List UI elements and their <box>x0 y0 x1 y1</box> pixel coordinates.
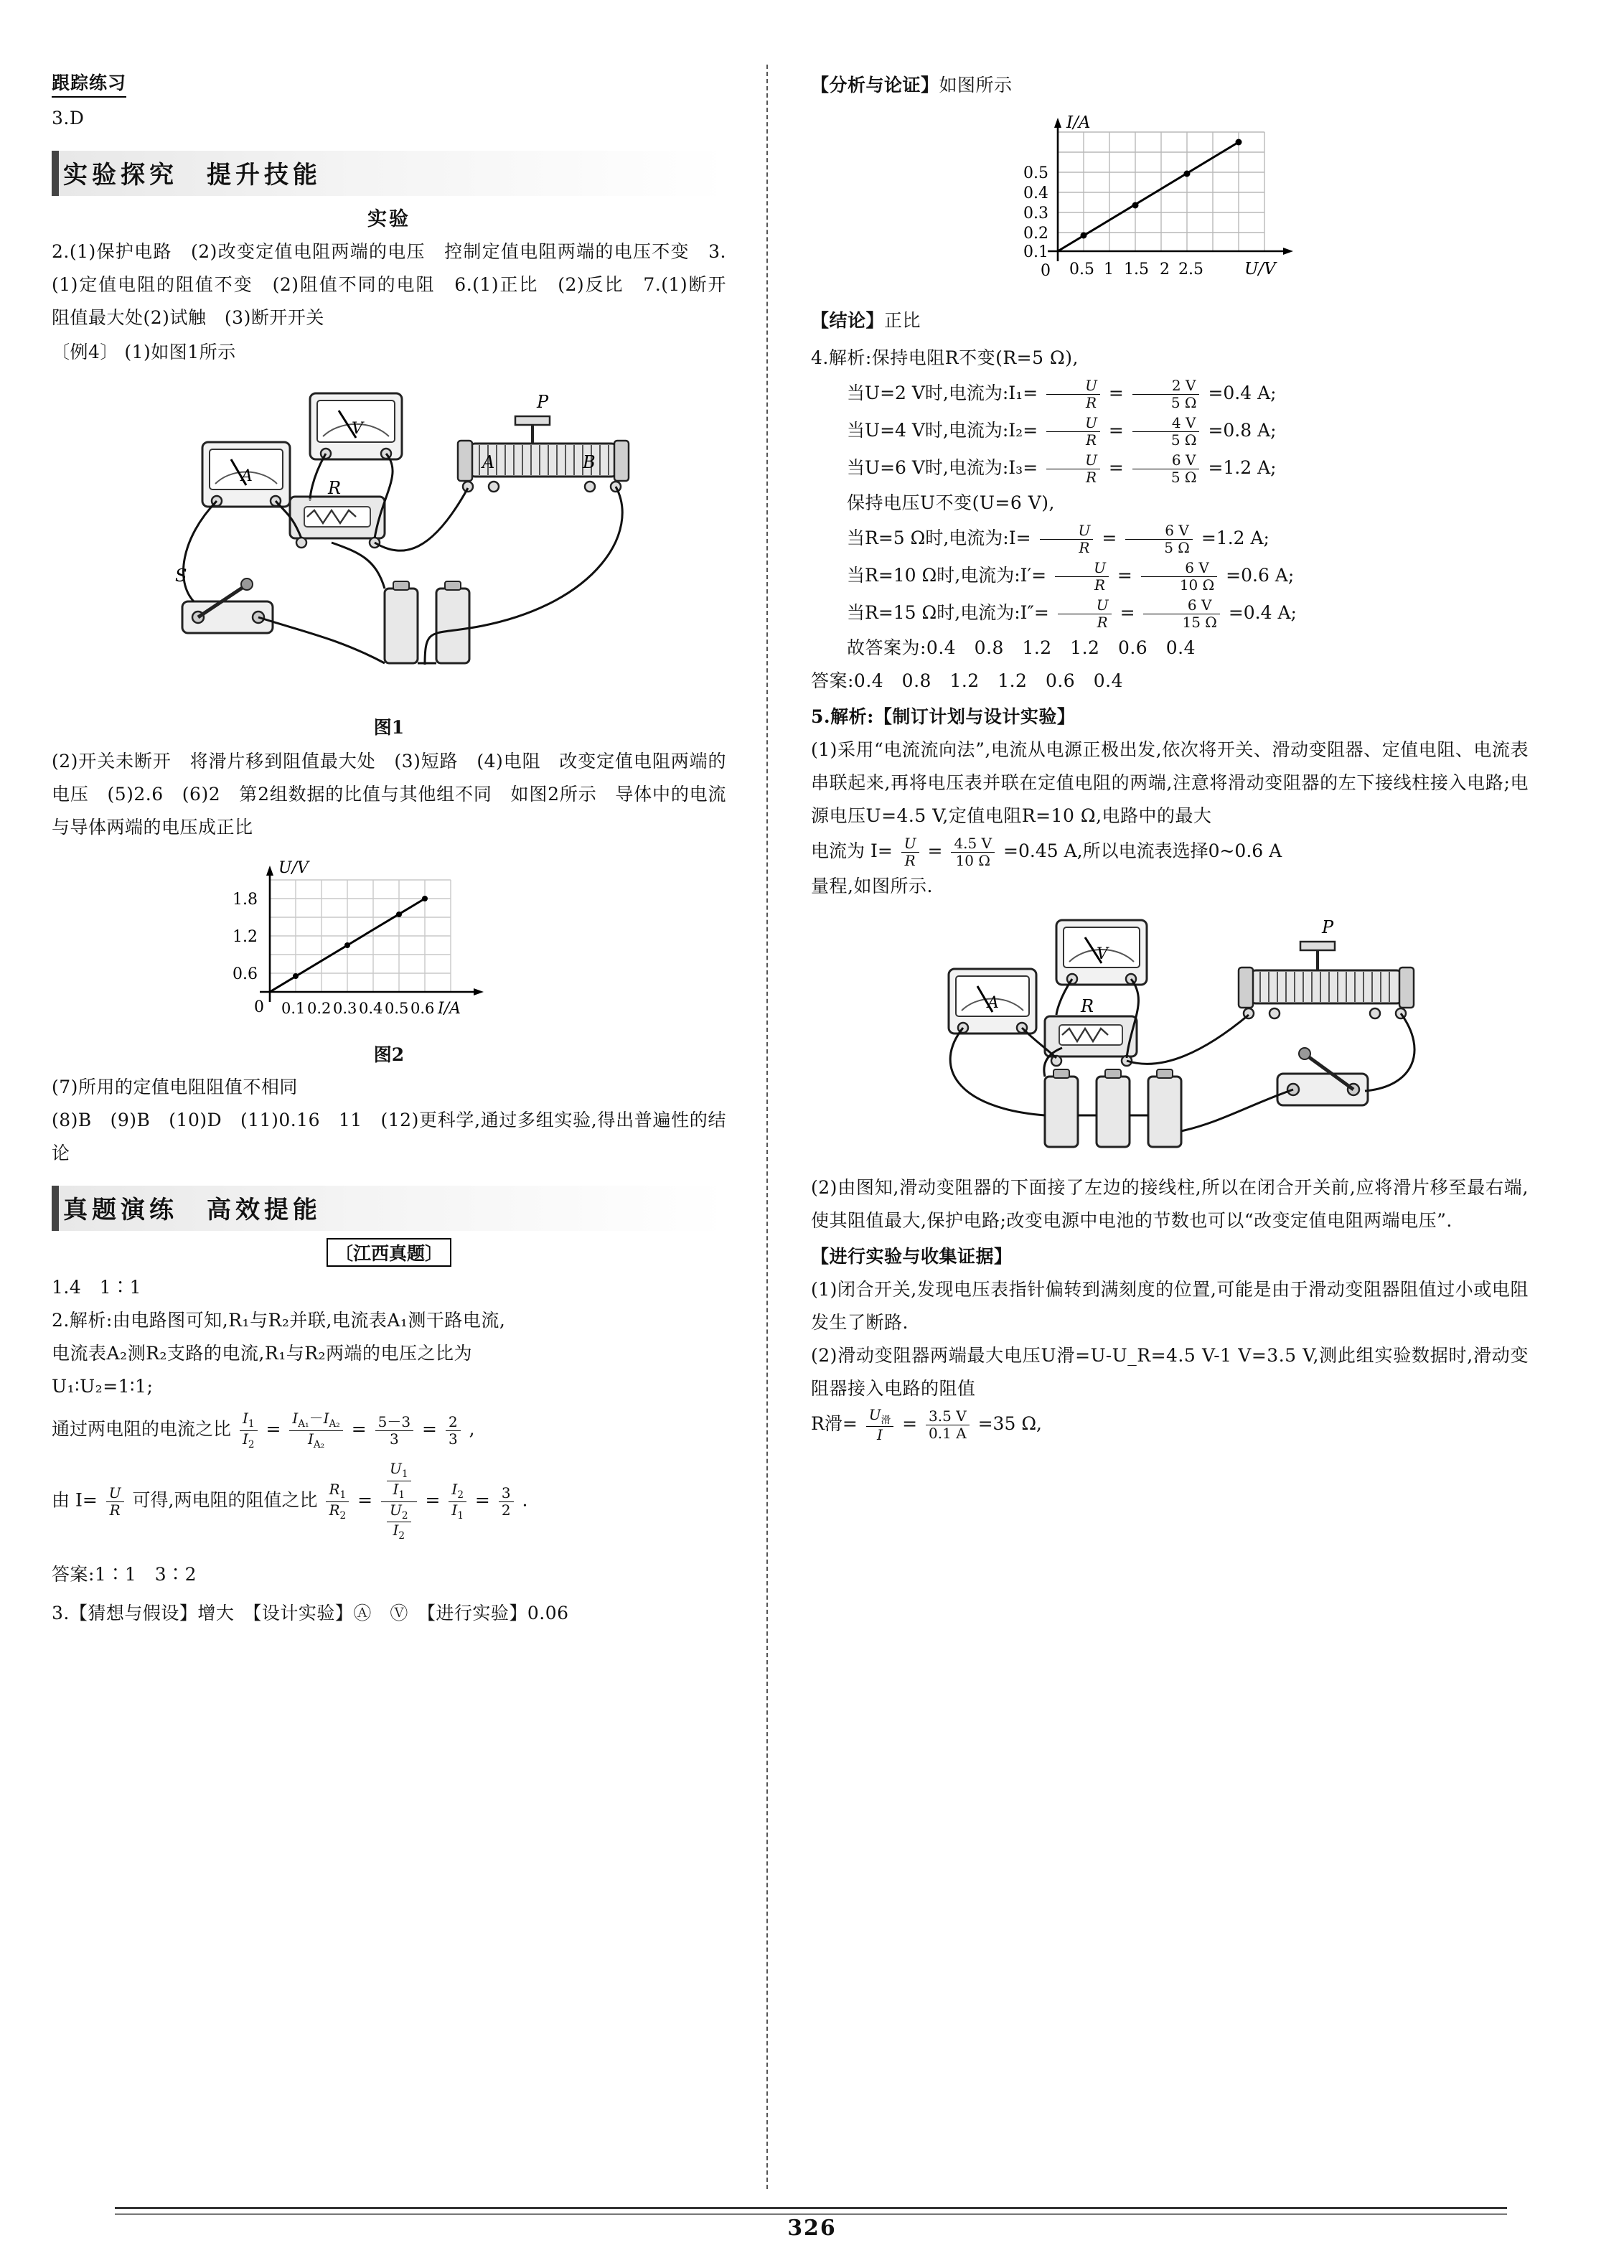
answer-4-line-3 <box>811 449 1529 487</box>
answer-2-resistance-line <box>52 1461 726 1542</box>
frac-4V-5ohm: $\frac{4 V}{5 \Omega}$ <box>1132 415 1200 449</box>
answer-5-current-line <box>811 833 1529 870</box>
svg-text:1.2: 1.2 <box>233 928 258 946</box>
answer-2-ratio-line <box>52 1410 726 1451</box>
eq-3: = <box>422 1418 437 1440</box>
answer-5-rslide-line <box>811 1405 1529 1443</box>
example-label: 〔例4〕 <box>52 342 118 362</box>
conclusion-label: 【结论】 <box>811 310 885 331</box>
frac-5-3-3: $\frac{5-3}{3}$ <box>375 1414 413 1448</box>
example-4-line <box>52 336 726 369</box>
answer-4-line-7 <box>811 594 1529 632</box>
answer-4-line-5 <box>811 520 1529 557</box>
p5-eq: = <box>902 1413 918 1434</box>
l1-tail: =0.4 A; <box>1208 383 1277 403</box>
answer-5-p3: (1)闭合开关,发现电压表指针偏转到满刻度的位置,可能是由于滑动变阻器阻值过小或电阻发生了断路. <box>811 1279 1529 1333</box>
svg-text:A: A <box>987 994 999 1012</box>
ammeter-symbol <box>202 442 290 507</box>
answer-paragraph-2: 2.(1)保护电路 (2)改变定值电阻两端的电压 控制定值电阻两端的电压不变 3.(1)定值电阻的阻值不变 (2)阻值不同的电阻 6.(1)正比 (2)反比 7.(1)断开 阻值最大处(2)试触 (3)断开开关 <box>52 241 745 328</box>
battery-cells-2 <box>1045 1069 1181 1147</box>
svg-text:0.1: 0.1 <box>1023 243 1048 261</box>
example-text: (1)如图1所示 <box>124 342 236 362</box>
svg-text:0.6: 0.6 <box>233 965 258 983</box>
svg-text:0.5: 0.5 <box>1069 261 1094 278</box>
svg-text:B: B <box>583 452 596 472</box>
ohm-prefix: 由 I= <box>52 1489 98 1511</box>
svg-text:0.2: 0.2 <box>1023 225 1048 243</box>
frac-U-R-c: $\frac{U}{R}$ <box>1046 452 1100 486</box>
l7-pre: 当R=15 Ω时,电流为:I″= <box>847 602 1049 623</box>
analysis-text: 如图所示 <box>939 75 1013 95</box>
frac-45V-10ohm: $\frac{4.5 V}{10 \Omega}$ <box>951 835 995 869</box>
l6-eq: = <box>1117 565 1132 586</box>
p1b-tail: =0.45 A,所以电流表选择0~0.6 A <box>1003 840 1282 861</box>
l5-tail: =1.2 A; <box>1201 528 1269 548</box>
l7-eq: = <box>1120 602 1135 623</box>
page-number: 326 <box>787 2216 837 2241</box>
frac-U-R: $\frac{U}{R}$ <box>106 1485 124 1519</box>
eq-6: = <box>474 1489 490 1511</box>
svg-text:V: V <box>1097 945 1108 963</box>
frac-6V-5ohm-b: $\frac{6 V}{5 \Omega}$ <box>1125 523 1193 556</box>
l5-pre: 当R=5 Ω时,电流为:I= <box>847 528 1031 548</box>
svg-text:U/V: U/V <box>278 859 309 877</box>
svg-text:A: A <box>241 467 253 485</box>
frac-6V-5ohm: $\frac{6 V}{5 \Omega}$ <box>1132 452 1200 486</box>
svg-text:0.4: 0.4 <box>1023 184 1048 202</box>
svg-text:0.3: 0.3 <box>1023 205 1048 222</box>
l6-pre: 当R=10 Ω时,电流为:I′= <box>847 565 1047 586</box>
svg-text:2: 2 <box>1160 261 1170 278</box>
analysis-line <box>811 69 1529 102</box>
left-column <box>52 0 745 1630</box>
period: . <box>522 1489 528 1511</box>
svg-text:V: V <box>352 420 363 438</box>
svg-text:0.3: 0.3 <box>333 1000 357 1017</box>
ohm-mid: 可得,两电阻的阻值之比 <box>132 1489 318 1511</box>
jiangxi-exam-label: 〔江西真题〕 <box>327 1238 451 1267</box>
right-column <box>811 0 1529 1443</box>
ammeter-symbol-2 <box>949 969 1036 1034</box>
answer-5-p2: (2)由图知,滑动变阻器的下面接了左边的接线柱,所以在闭合开关前,应将滑片移至最右端,使其阻值最大,保护电路;改变电源中电池的节数也可以“改变定值电阻两端电压”. <box>811 1177 1529 1231</box>
answer-2-final: 答案:1∶1 3∶2 <box>52 1563 197 1585</box>
l6-tail: =0.6 A; <box>1226 565 1295 586</box>
ratio-prefix: 通过两电阻的电流之比 <box>52 1418 232 1440</box>
frac-U-R-g: $\frac{U}{R}$ <box>901 835 919 869</box>
section-heading-experiment: 实验探究 提升技能 <box>52 151 726 196</box>
figure-1-caption: 图1 <box>373 717 405 738</box>
answer-4-line-1 <box>811 375 1529 412</box>
svg-text:R: R <box>328 478 342 498</box>
svg-text:S: S <box>175 566 187 586</box>
figure-2-caption: 图2 <box>373 1044 405 1065</box>
frac-3-2: $\frac{3}{2}$ <box>499 1485 514 1519</box>
rheostat-symbol-2 <box>1239 917 1414 1018</box>
analysis-label: 【分析与论证】 <box>811 75 939 95</box>
rheostat-symbol <box>458 392 629 492</box>
experiment-subheading: 实验 <box>367 208 410 230</box>
answer-2-line1: 2.解析:由电路图可知,R₁与R₂并联,电流表A₁测干路电流, <box>52 1310 506 1331</box>
figure-2-chart <box>188 851 590 1038</box>
frac-I1-I2: $\frac{I_1}{I_2}$ <box>240 1410 258 1451</box>
svg-text:R: R <box>1081 996 1094 1016</box>
svg-text:0: 0 <box>1041 262 1051 280</box>
svg-text:P: P <box>537 392 549 412</box>
answer-4-line-8: 故答案为:0.4 0.8 1.2 1.2 0.6 0.4 <box>847 637 1196 658</box>
frac-I2-I1: $\frac{I_2}{I_1}$ <box>449 1481 466 1522</box>
answer-paragraph-2b: (2)开关未断开 将滑片移到阻值最大处 (3)短路 (4)电阻 改变定值电阻两端的电压 (5)2.6 (6)2 第2组数据的比值与其他组不同 如图2所示 导体中的电流与导体两端的电压成正比 <box>52 751 726 838</box>
answer-1: 1.4 1∶1 <box>52 1277 142 1298</box>
l2-tail: =0.8 A; <box>1208 420 1277 441</box>
footer-rule <box>115 2207 1507 2209</box>
figure-analysis-chart <box>947 109 1392 303</box>
eq-5: = <box>425 1489 441 1511</box>
frac-R1-R2: $\frac{R_1}{R_2}$ <box>326 1481 349 1522</box>
answer-4-line-2 <box>811 412 1529 449</box>
answer-4-line-6 <box>811 557 1529 594</box>
answer-5-p4: (2)滑动变阻器两端最大电压U滑=U-U_R=4.5 V-1 V=3.5 V,测此组实验数据时,滑动变阻器接入电路的阻值 <box>811 1345 1529 1399</box>
figure-1-circuit <box>95 373 683 711</box>
svg-text:0.5: 0.5 <box>1023 164 1048 182</box>
svg-text:0.1: 0.1 <box>281 1000 306 1017</box>
svg-text:0.6: 0.6 <box>410 1000 435 1017</box>
frac-6V-10ohm: $\frac{6 V}{10 \Omega}$ <box>1141 560 1217 594</box>
answer-5-p1c: 量程,如图所示. <box>811 876 933 896</box>
svg-text:1.8: 1.8 <box>233 891 258 909</box>
frac-U-R-f: $\frac{U}{R}$ <box>1058 597 1112 631</box>
frac-U-R-e: $\frac{U}{R}$ <box>1055 560 1109 594</box>
answer-4-final: 答案:0.4 0.8 1.2 1.2 0.6 0.4 <box>811 670 1123 691</box>
frac-2-3: $\frac{2}{3}$ <box>446 1414 461 1448</box>
svg-text:0.2: 0.2 <box>307 1000 332 1017</box>
conclusion-text: 正比 <box>884 310 921 331</box>
svg-text:0: 0 <box>254 998 264 1016</box>
answer-5-head: 5.解析:【制订计划与设计实验】 <box>811 706 1076 727</box>
p1b-pre: 电流为 I= <box>811 840 893 861</box>
frac-U1I1-U2I2: $\frac{\frac{U_1}{I_1}}{\frac{U_2}{I_2}}$ <box>381 1461 417 1542</box>
answer-2-line3: U₁∶U₂=1∶1; <box>52 1376 154 1397</box>
eq-2: = <box>351 1418 367 1440</box>
p5-tail: =35 Ω, <box>977 1413 1042 1434</box>
frac-U-R-b: $\frac{U}{R}$ <box>1046 415 1100 449</box>
svg-text:A: A <box>482 452 495 472</box>
switch-symbol <box>175 566 273 633</box>
voltmeter-symbol-2 <box>1056 920 1147 985</box>
svg-text:2.5: 2.5 <box>1178 261 1203 278</box>
answer-3: 3.【猜想与假设】增大 【设计实验】Ⓐ Ⓥ 【进行实验】0.06 <box>52 1602 569 1623</box>
voltmeter-symbol <box>310 393 402 459</box>
eq-1: = <box>266 1418 281 1440</box>
l1-eq: = <box>1108 383 1124 403</box>
answer-4-line-4: 保持电压U不变(U=6 V), <box>847 492 1055 513</box>
switch-symbol-2 <box>1277 1048 1368 1105</box>
answer-3d: 3.D <box>52 108 85 128</box>
collect-evidence-heading: 【进行实验与收集证据】 <box>811 1246 1013 1267</box>
frac-U-R-a: $\frac{U}{R}$ <box>1046 378 1100 411</box>
answer-paragraph-7: (7)所用的定值电阻阻值不相同 <box>52 1077 298 1097</box>
eq-4: = <box>357 1489 373 1511</box>
figure-3-circuit <box>847 907 1493 1166</box>
p1b-eq: = <box>927 840 943 861</box>
frac-2V-5ohm: $\frac{2 V}{5 \Omega}$ <box>1132 378 1200 411</box>
svg-text:0.4: 0.4 <box>359 1000 383 1017</box>
l2-eq: = <box>1108 420 1124 441</box>
battery-cells <box>385 581 469 663</box>
svg-text:0.5: 0.5 <box>385 1000 409 1017</box>
svg-text:P: P <box>1322 917 1334 937</box>
svg-text:U/V: U/V <box>1244 260 1276 278</box>
l3-pre: 当U=6 V时,电流为:I₃= <box>847 457 1038 478</box>
l7-tail: =0.4 A; <box>1228 602 1297 623</box>
frac-Uslide-I: $\frac{U_滑}{I}$ <box>866 1407 893 1444</box>
l1-pre: 当U=2 V时,电流为:I₁= <box>847 383 1038 403</box>
l5-eq: = <box>1102 528 1117 548</box>
answer-5-p1: (1)采用“电流流向法”,电流从电源正极出发,依次将开关、滑动变阻器、定值电阻、电流表串联起来,再将电压表并联在定值电阻的两端,注意将滑动变阻器的左下接线柱接入电路;电源电压U=4.5 V,定值电阻R=10 Ω,电路中的最大 <box>811 739 1529 826</box>
l2-pre: 当U=4 V时,电流为:I₂= <box>847 420 1038 441</box>
frac-IA1-IA2: $\frac{I_{A_1}-I_{A_2}}{I_{A_2}}$ <box>289 1410 342 1451</box>
section-heading-realexam: 真题演练 高效提能 <box>52 1186 726 1231</box>
frac-U-R-d: $\frac{U}{R}$ <box>1040 523 1094 556</box>
answer-4-head: 4.解析:保持电阻R不变(R=5 Ω), <box>811 347 1079 368</box>
svg-text:1: 1 <box>1104 261 1114 278</box>
frac-35V-01A: $\frac{3.5 V}{0.1 A}$ <box>926 1408 970 1442</box>
tracking-practice-heading: 跟踪练习 <box>52 69 726 98</box>
answer-2-line2: 电流表A₂测R₂支路的电流,R₁与R₂两端的电压之比为 <box>52 1343 473 1364</box>
l3-eq: = <box>1108 457 1124 478</box>
ratio-tail: , <box>469 1418 475 1440</box>
column-divider <box>766 65 768 2189</box>
conclusion-line <box>811 304 1529 337</box>
svg-text:1.5: 1.5 <box>1124 261 1149 278</box>
svg-text:I/A: I/A <box>438 1000 461 1018</box>
p5-pre: R滑= <box>811 1413 858 1434</box>
frac-6V-15ohm: $\frac{6 V}{15 \Omega}$ <box>1143 597 1219 631</box>
answer-paragraph-8: (8)B (9)B (10)D (11)0.16 11 (12)更科学,通过多组实验,得出普遍性的结论 <box>52 1110 726 1163</box>
resistor-R <box>290 478 385 548</box>
l3-tail: =1.2 A; <box>1208 457 1277 478</box>
svg-text:I/A: I/A <box>1066 113 1091 132</box>
